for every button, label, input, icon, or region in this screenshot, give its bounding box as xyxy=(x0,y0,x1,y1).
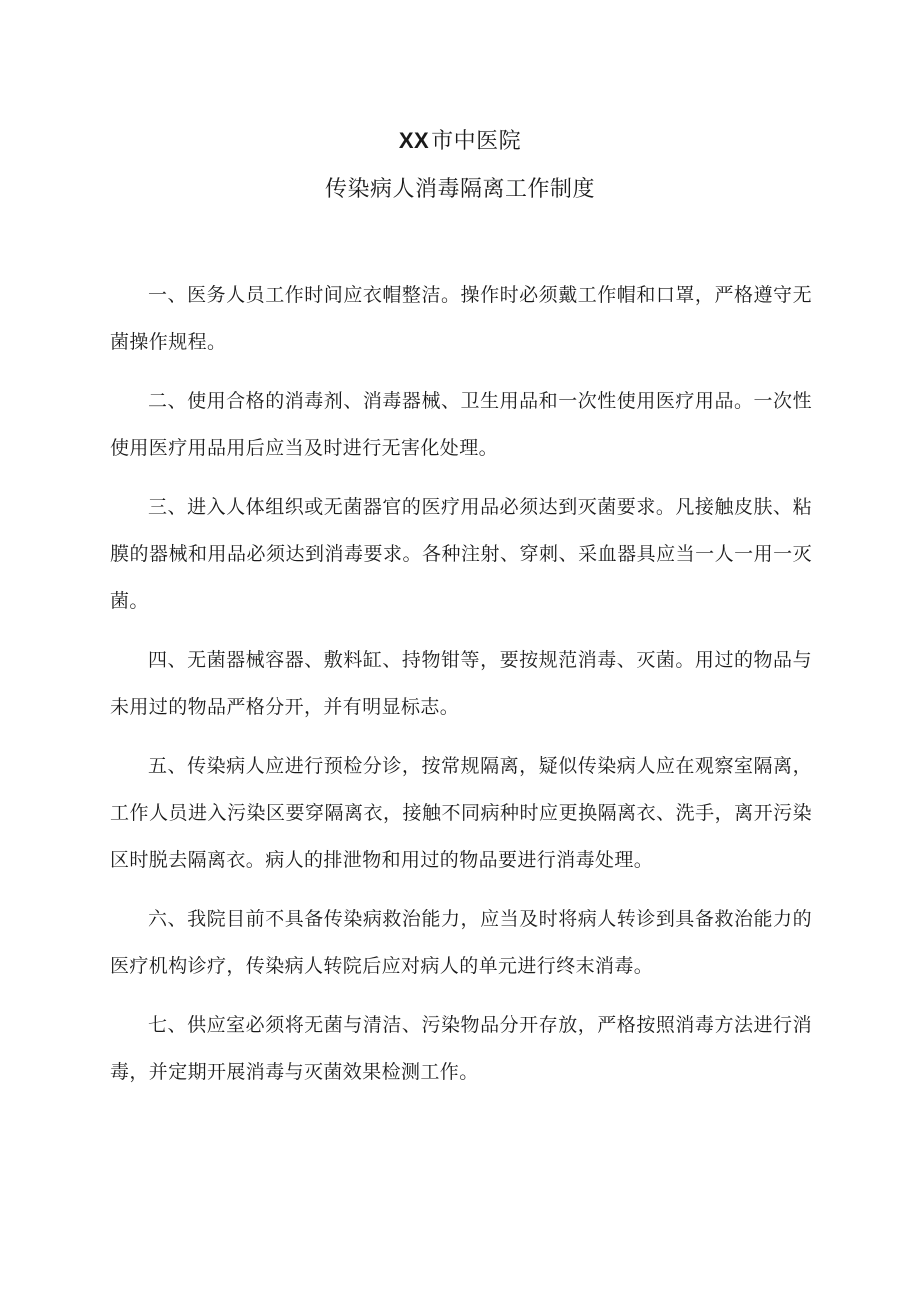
document-subtitle: 传染病人消毒隔离工作制度 xyxy=(324,177,595,202)
paragraph-3: 三、进入人体组织或无菌器官的医疗用品必须达到灭菌要求。凡接触皮肤、粘膜的器械和用品必须达到消毒要求。各种注射、穿刺、采血器具应当一人一用一灭菌。 xyxy=(110,496,812,612)
paragraph-4: 四、无菌器械容器、敷料缸、持物钳等，要按规范消毒、灭菌。用过的物品与未用过的物品严格分开，并有明显标志。 xyxy=(110,649,812,718)
paragraph-6: 六、我院目前不具备传染病救治能力，应当及时将病人转诊到具备救治能力的医疗机构诊疗，传染病人转院后应对病人的单元进行终末消毒。 xyxy=(110,908,812,977)
title-block xyxy=(0,126,920,205)
hospital-title xyxy=(0,126,920,157)
hospital-title-name: 市中医院 xyxy=(431,129,522,154)
document-body xyxy=(110,272,812,1108)
hospital-title-prefix: XX xyxy=(398,128,430,153)
paragraph-2: 二、使用合格的消毒剂、消毒器械、卫生用品和一次性使用医疗用品。一次性使用医疗用品用后应当及时进行无害化处理。 xyxy=(110,390,812,459)
paragraph-7: 七、供应室必须将无菌与清洁、污染物品分开存放，严格按照消毒方法进行消毒，并定期开展消毒与灭菌效果检测工作。 xyxy=(110,1014,812,1083)
paragraph-5: 五、传染病人应进行预检分诊，按常规隔离，疑似传染病人应在观察室隔离，工作人员进入污染区要穿隔离衣，接触不同病种时应更换隔离衣、洗手，离开污染区时脱去隔离衣。病人的排泄物和用过的物品要进行消毒处理。 xyxy=(110,755,812,871)
paragraph-1: 一、医务人员工作时间应衣帽整洁。操作时必须戴工作帽和口罩，严格遵守无菌操作规程。 xyxy=(110,284,812,353)
